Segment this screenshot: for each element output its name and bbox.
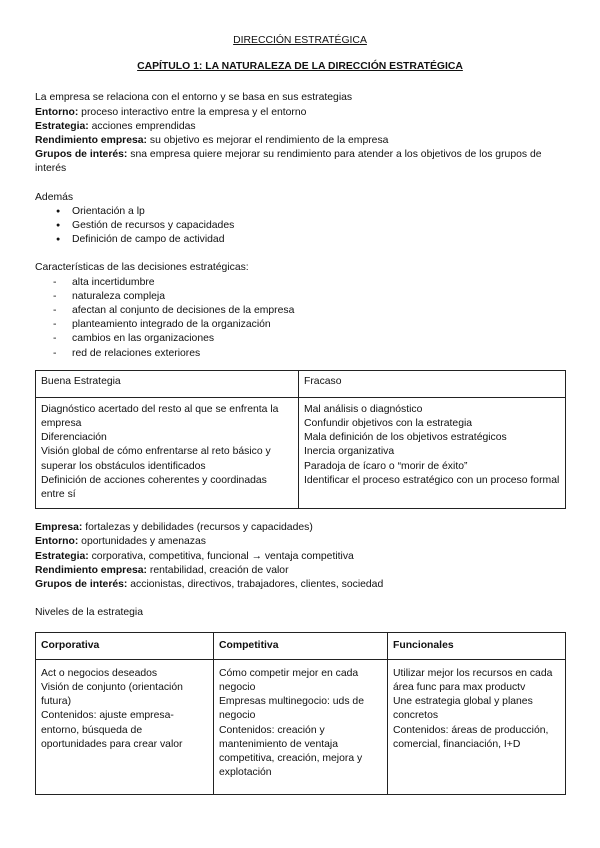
cell-line: Visión global de cómo enfrentarse al reto básico y superar los obstáculos identificados [41,446,271,472]
cell-line: Contenidos: creación y mantenimiento de ventaja competitiva, creación, mejora y explotación [219,724,363,779]
table-header: Fracaso [299,370,566,397]
term: Rendimiento empresa: [35,564,148,576]
section-heading: Niveles de la estrategia [35,607,144,619]
table-cell-corporativa [36,659,214,795]
term: Entorno: [35,536,79,548]
cell-line: Utilizar mejor los recursos en cada área func para max productv [393,667,553,693]
list-item: - red de relaciones exteriores [35,347,565,361]
term: Entorno: [35,106,79,118]
cell-line: Contenidos: ajuste empresa-entorno, búsqueda de oportunidades para crear valor [41,710,183,750]
table-cell-funcionales [388,659,566,795]
definition-grupos [35,578,565,592]
cell-line: Definición de acciones coherentes y coordinadas entre sí [41,474,267,501]
table-header: Funcionales [388,632,566,659]
definition-estrategia [35,550,565,564]
term: Rendimiento empresa: [35,135,148,147]
section-heading: Además [35,191,74,203]
definition-estrategia [35,120,565,134]
document-page [35,34,565,795]
list-item: - cambios en las organizaciones [35,332,565,346]
cell-line: Une estrategia global y planes concretos [393,696,533,722]
caracteristicas-section [35,261,565,360]
list-item: - naturaleza compleja [35,290,565,304]
term: Grupos de interés: [35,149,128,161]
definition-entorno [35,535,565,549]
summary-section [35,521,565,592]
cell-line: Visión de conjunto (orientación futura) [41,681,183,708]
list-item: ● Gestión de recursos y capacidades [35,219,565,233]
definition-text: accionistas, directivos, trabajadores, clientes, sociedad [127,579,384,591]
definition-text: acciones emprendidas [88,120,196,132]
definition-grupos [35,148,565,176]
term: Empresa: [35,522,83,534]
definition-text: oportunidades y amenazas [78,536,206,548]
dash-list [35,276,565,361]
definition-text: rentabilidad, creación de valor [147,564,289,576]
definition-entorno [35,106,565,120]
definition-text: su objetivo es mejorar el rendimiento de la empresa [147,135,389,147]
bullet-list [35,205,565,248]
cell-line: Diagnóstico acertado del resto al que se enfrenta la empresa [41,403,279,430]
cell-line: Contenidos: áreas de producción, comercial, financiación, I+D [393,724,549,750]
list-item: - alta incertidumbre [35,276,565,290]
table-cell-competitiva [214,659,388,795]
definition-rendimiento [35,134,565,148]
document-title: DIRECCIÓN ESTRATÉGICA [233,35,367,46]
list-item: ● Definición de campo de actividad [35,233,565,247]
cell-line: Confundir objetivos con la estrategia [304,418,473,430]
cell-line: Inercia organizativa [304,446,395,458]
cell-line: Diferenciación [41,432,107,444]
intro-line: La empresa se relaciona con el entorno y se basa en sus estrategias [35,92,353,104]
cell-line: Paradoja de ícaro o “morir de éxito” [304,460,468,472]
niveles-table [35,632,566,796]
table-cell-fracaso [299,397,566,508]
cell-line: Mala definición de los objetivos estratégicos [304,432,507,444]
definition-text: corporativa, competitiva, funcional → ventaja competitiva [88,550,354,562]
ademas-section [35,191,565,248]
table-cell-buena [36,397,299,508]
cell-line: Empresas multinegocio: uds de negocio [219,696,364,722]
definition-rendimiento [35,564,565,578]
term: Estrategia: [35,120,89,132]
definition-empresa [35,521,565,535]
intro-section [35,91,565,176]
table-header: Competitiva [214,632,388,659]
definition-text: proceso interactivo entre la empresa y el entorno [78,106,307,118]
estrategia-table [35,370,566,509]
cell-line: Cómo competir mejor en cada negocio [219,667,359,693]
term: Estrategia: [35,550,89,562]
cell-line: Mal análisis o diagnóstico [304,403,423,415]
table-header: Corporativa [36,632,214,659]
table-header: Buena Estrategia [36,370,299,397]
term: Grupos de interés: [35,579,128,591]
definition-text: fortalezas y debilidades (recursos y capacidades) [82,522,313,534]
list-item: ● Orientación a lp [35,205,565,219]
list-item: - afectan al conjunto de decisiones de la empresa [35,304,565,318]
cell-line: Act o negocios deseados [41,667,158,679]
section-heading: Características de las decisiones estratégicas: [35,262,249,274]
definition-text: sna empresa quiere mejorar su rendimiento para atender a los objetivos de los grupos de interés [35,149,542,175]
chapter-title: CAPÍTULO 1: LA NATURALEZA DE LA DIRECCIÓN ESTRATÉGICA [137,61,463,73]
list-item: - planteamiento integrado de la organización [35,318,565,332]
cell-line: Identificar el proceso estratégico con un proceso formal [304,474,560,486]
